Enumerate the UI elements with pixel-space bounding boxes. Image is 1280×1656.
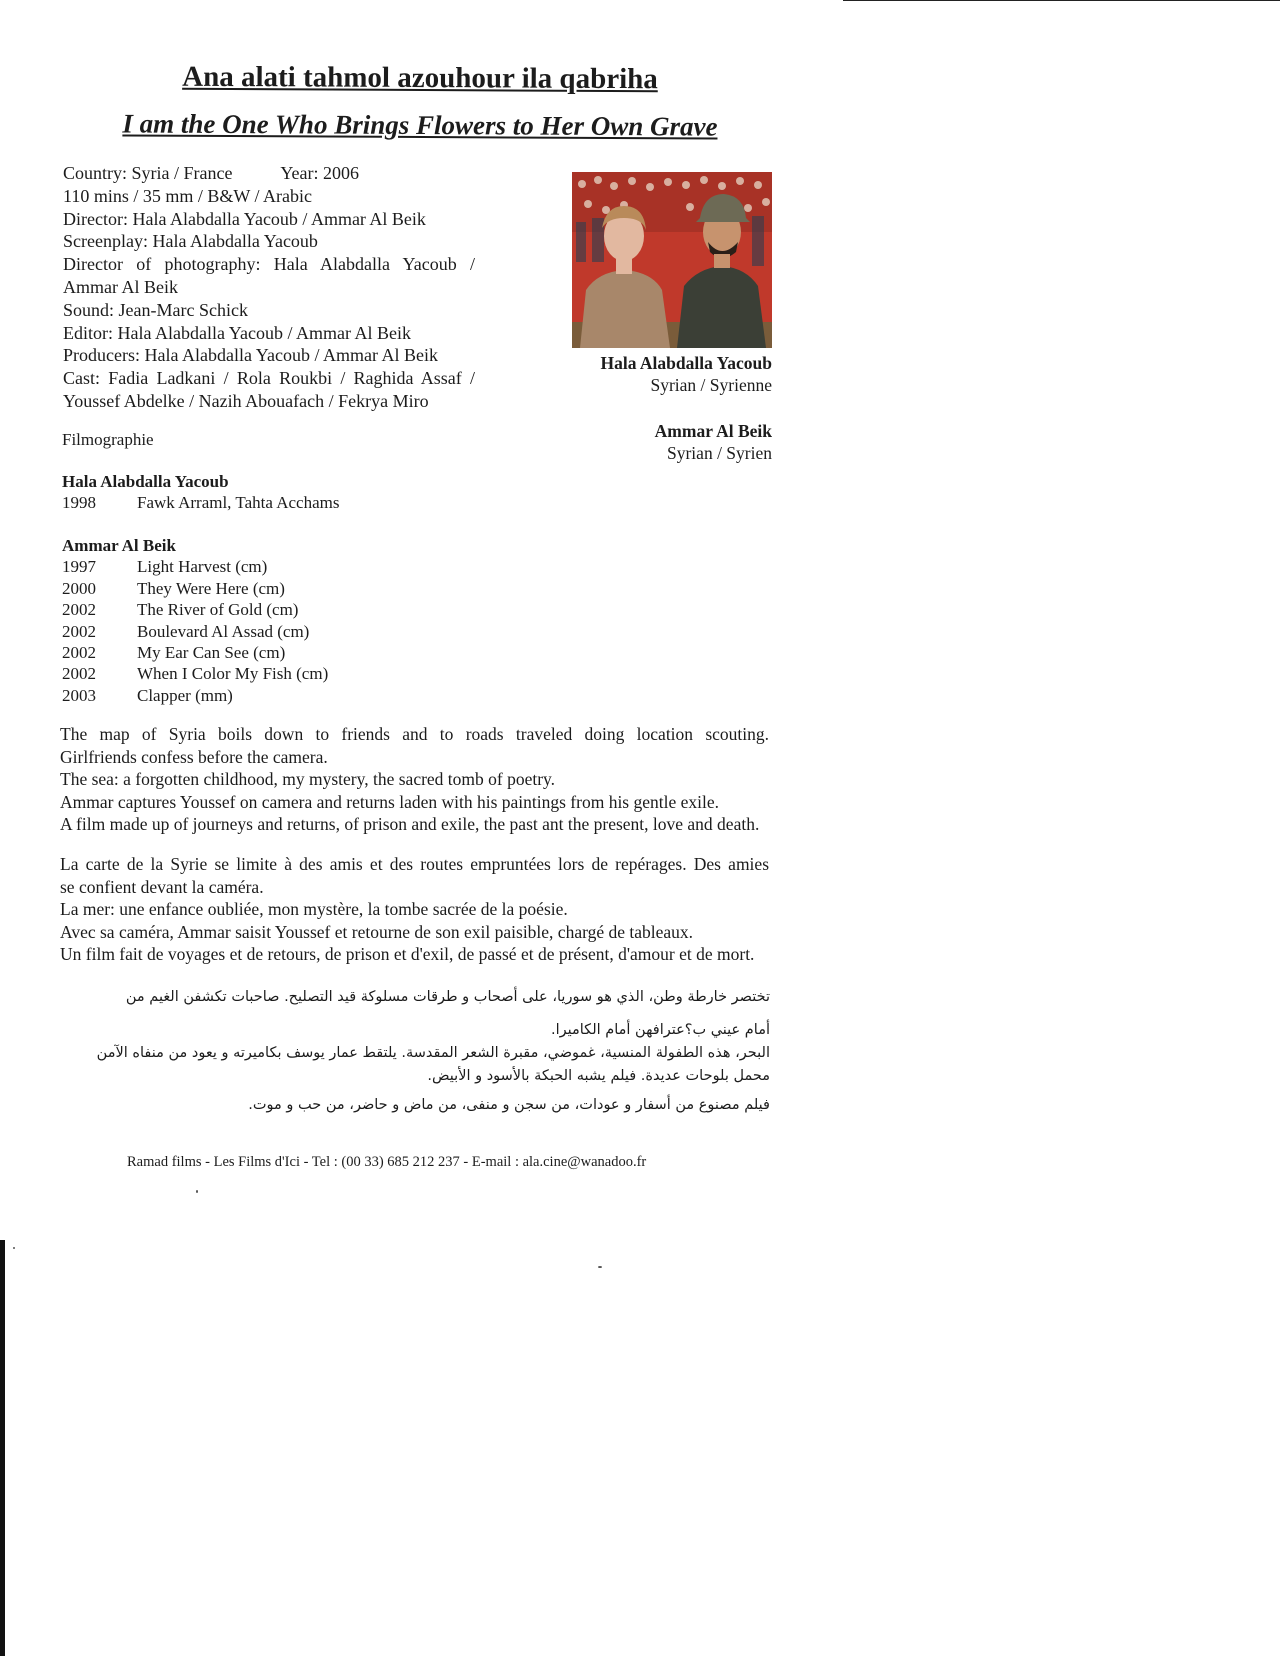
list-item	[62, 492, 339, 513]
film-title: Fawk Arraml, Tahta Acchams	[137, 493, 340, 513]
synopsis-line: se confient devant la caméra.	[60, 876, 264, 897]
scan-speck	[13, 1247, 15, 1249]
filmography-person-name: Hala Alabdalla Yacoub	[62, 472, 229, 491]
synopsis-english	[60, 723, 769, 836]
synopsis-line: Girlfriends confess before the camera.	[60, 746, 328, 767]
film-year: 2002	[62, 621, 96, 641]
photography-credit: Director of photography: Hala Alabdalla Yacoub / Ammar Al Beik	[63, 254, 475, 297]
scan-edge-line	[843, 0, 1280, 1]
film-title: They Were Here (cm)	[137, 578, 285, 598]
film-title: The River of Gold (cm)	[137, 600, 299, 620]
synopsis-line: تختصر خارطة وطن، الذي هو سوريا، على أصحاب و طرقات مسلوكة قيد التصليح. صاحبات تكشفن الغيم من	[125, 989, 770, 1005]
synopsis-line: البحر، هذه الطفولة المنسية، غموضي، مقبرة الشعر المقدسة. يلتقط عمار يوسف بكاميرته و يعود من منفاه الآمن	[96, 1045, 770, 1061]
film-year: 2002	[62, 600, 96, 620]
year-label: Year:	[280, 163, 319, 183]
contact-footer: Ramad films - Les Films d'Ici - Tel : (00 33) 685 212 237 - E-mail : ala.cine@wanadoo.fr	[127, 1154, 647, 1170]
person-nationality: Syrian / Syrien	[667, 443, 772, 463]
filmography-hala	[62, 471, 339, 514]
synopsis-line: محمل بلوحات عديدة. فيلم يشبه الحبكة بالأسود و الأبيض.	[427, 1068, 770, 1084]
list-item	[62, 685, 328, 706]
synopsis-line: La carte de la Syrie se limite à des amis et des routes empruntées lors de repérages. Des amies	[60, 854, 769, 874]
synopsis-line: The sea: a forgotten childhood, my mystery, the sacred tomb of poetry.	[60, 769, 556, 790]
person-name: Ammar Al Beik	[654, 421, 772, 441]
film-title: My Ear Can See (cm)	[137, 643, 286, 663]
synopsis-line: The map of Syria boils down to friends and to roads traveled doing location scouting.	[60, 724, 769, 744]
film-title: Ana alati tahmol azouhour ila qabriha	[182, 60, 658, 96]
director-credit: Director: Hala Alabdalla Yacoub / Ammar Al Beik	[63, 208, 426, 229]
technical-specs: 110 mins / 35 mm / B&W / Arabic	[63, 185, 312, 206]
film-title: When I Color My Fish (cm)	[137, 664, 329, 684]
filmography-heading: Filmographie	[62, 430, 154, 449]
list-item	[62, 621, 328, 642]
editor-credit: Editor: Hala Alabdalla Yacoub / Ammar Al Beik	[63, 322, 411, 343]
film-year: 2000	[62, 578, 96, 598]
synopsis-line: Un film fait de voyages et de retours, de prison et d'exil, de passé et de présent, d'amour et de mort.	[60, 944, 755, 965]
synopsis-line: A film made up of journeys and returns, of prison and exile, the past ant the present, love and death.	[60, 814, 760, 835]
scan-edge-bar	[0, 1240, 5, 1656]
credits-block	[63, 162, 475, 413]
filmography-ammar	[62, 535, 328, 706]
person-ammar	[560, 420, 772, 464]
person-nationality: Syrian / Syrienne	[650, 375, 772, 395]
year-value: 2006	[323, 163, 359, 183]
country-value: Syria / France	[131, 163, 233, 183]
synopsis-line: Avec sa caméra, Ammar saisit Youssef et retourne de son exil paisible, chargé de tableaux.	[60, 921, 694, 942]
film-year: 1997	[62, 557, 96, 577]
directors-photo	[572, 172, 772, 348]
list-item	[62, 663, 328, 684]
synopsis-line: Ammar captures Youssef on camera and returns laden with his paintings from his gentle exile.	[60, 791, 720, 812]
list-item	[62, 642, 328, 663]
filmography-person-name: Ammar Al Beik	[62, 536, 176, 555]
film-year: 1998	[62, 493, 96, 513]
list-item	[62, 556, 328, 577]
producers-credit: Producers: Hala Alabdalla Yacoub / Ammar Al Beik	[63, 345, 438, 366]
synopsis-french	[60, 853, 769, 966]
synopsis-arabic	[58, 986, 770, 1117]
film-title: Boulevard Al Assad (cm)	[137, 621, 310, 641]
film-english-title: I am the One Who Brings Flowers to Her Own Grave	[122, 108, 718, 142]
scan-speck	[598, 1266, 602, 1268]
synopsis-line: فيلم مصنوع من أسفار و عودات، من سجن و منفى، من ماض و حاضر، من حب و موت.	[248, 1097, 770, 1113]
screenplay-credit: Screenplay: Hala Alabdalla Yacoub	[63, 231, 318, 252]
sound-credit: Sound: Jean-Marc Schick	[63, 299, 248, 320]
person-hala	[560, 352, 772, 396]
film-title: Light Harvest (cm)	[137, 557, 268, 577]
person-name: Hala Alabdalla Yacoub	[600, 353, 772, 373]
film-year: 2002	[62, 643, 96, 663]
scan-speck	[196, 1190, 198, 1193]
country-year-row	[63, 162, 475, 185]
list-item	[62, 578, 328, 599]
synopsis-line: أمام عيني ب؟عترافهن أمام الكاميرا.	[550, 1022, 770, 1038]
film-year: 2003	[62, 685, 96, 705]
country-label: Country:	[63, 163, 128, 183]
synopsis-line: La mer: une enfance oubliée, mon mystère, la tombe sacrée de la poésie.	[60, 899, 568, 920]
film-year: 2002	[62, 664, 96, 684]
film-title: Clapper (mm)	[137, 685, 233, 705]
cast-credit: Cast: Fadia Ladkani / Rola Roukbi / Raghida Assaf / Youssef Abdelke / Nazih Abouafach / Fekrya Miro	[63, 368, 475, 411]
list-item	[62, 599, 328, 620]
